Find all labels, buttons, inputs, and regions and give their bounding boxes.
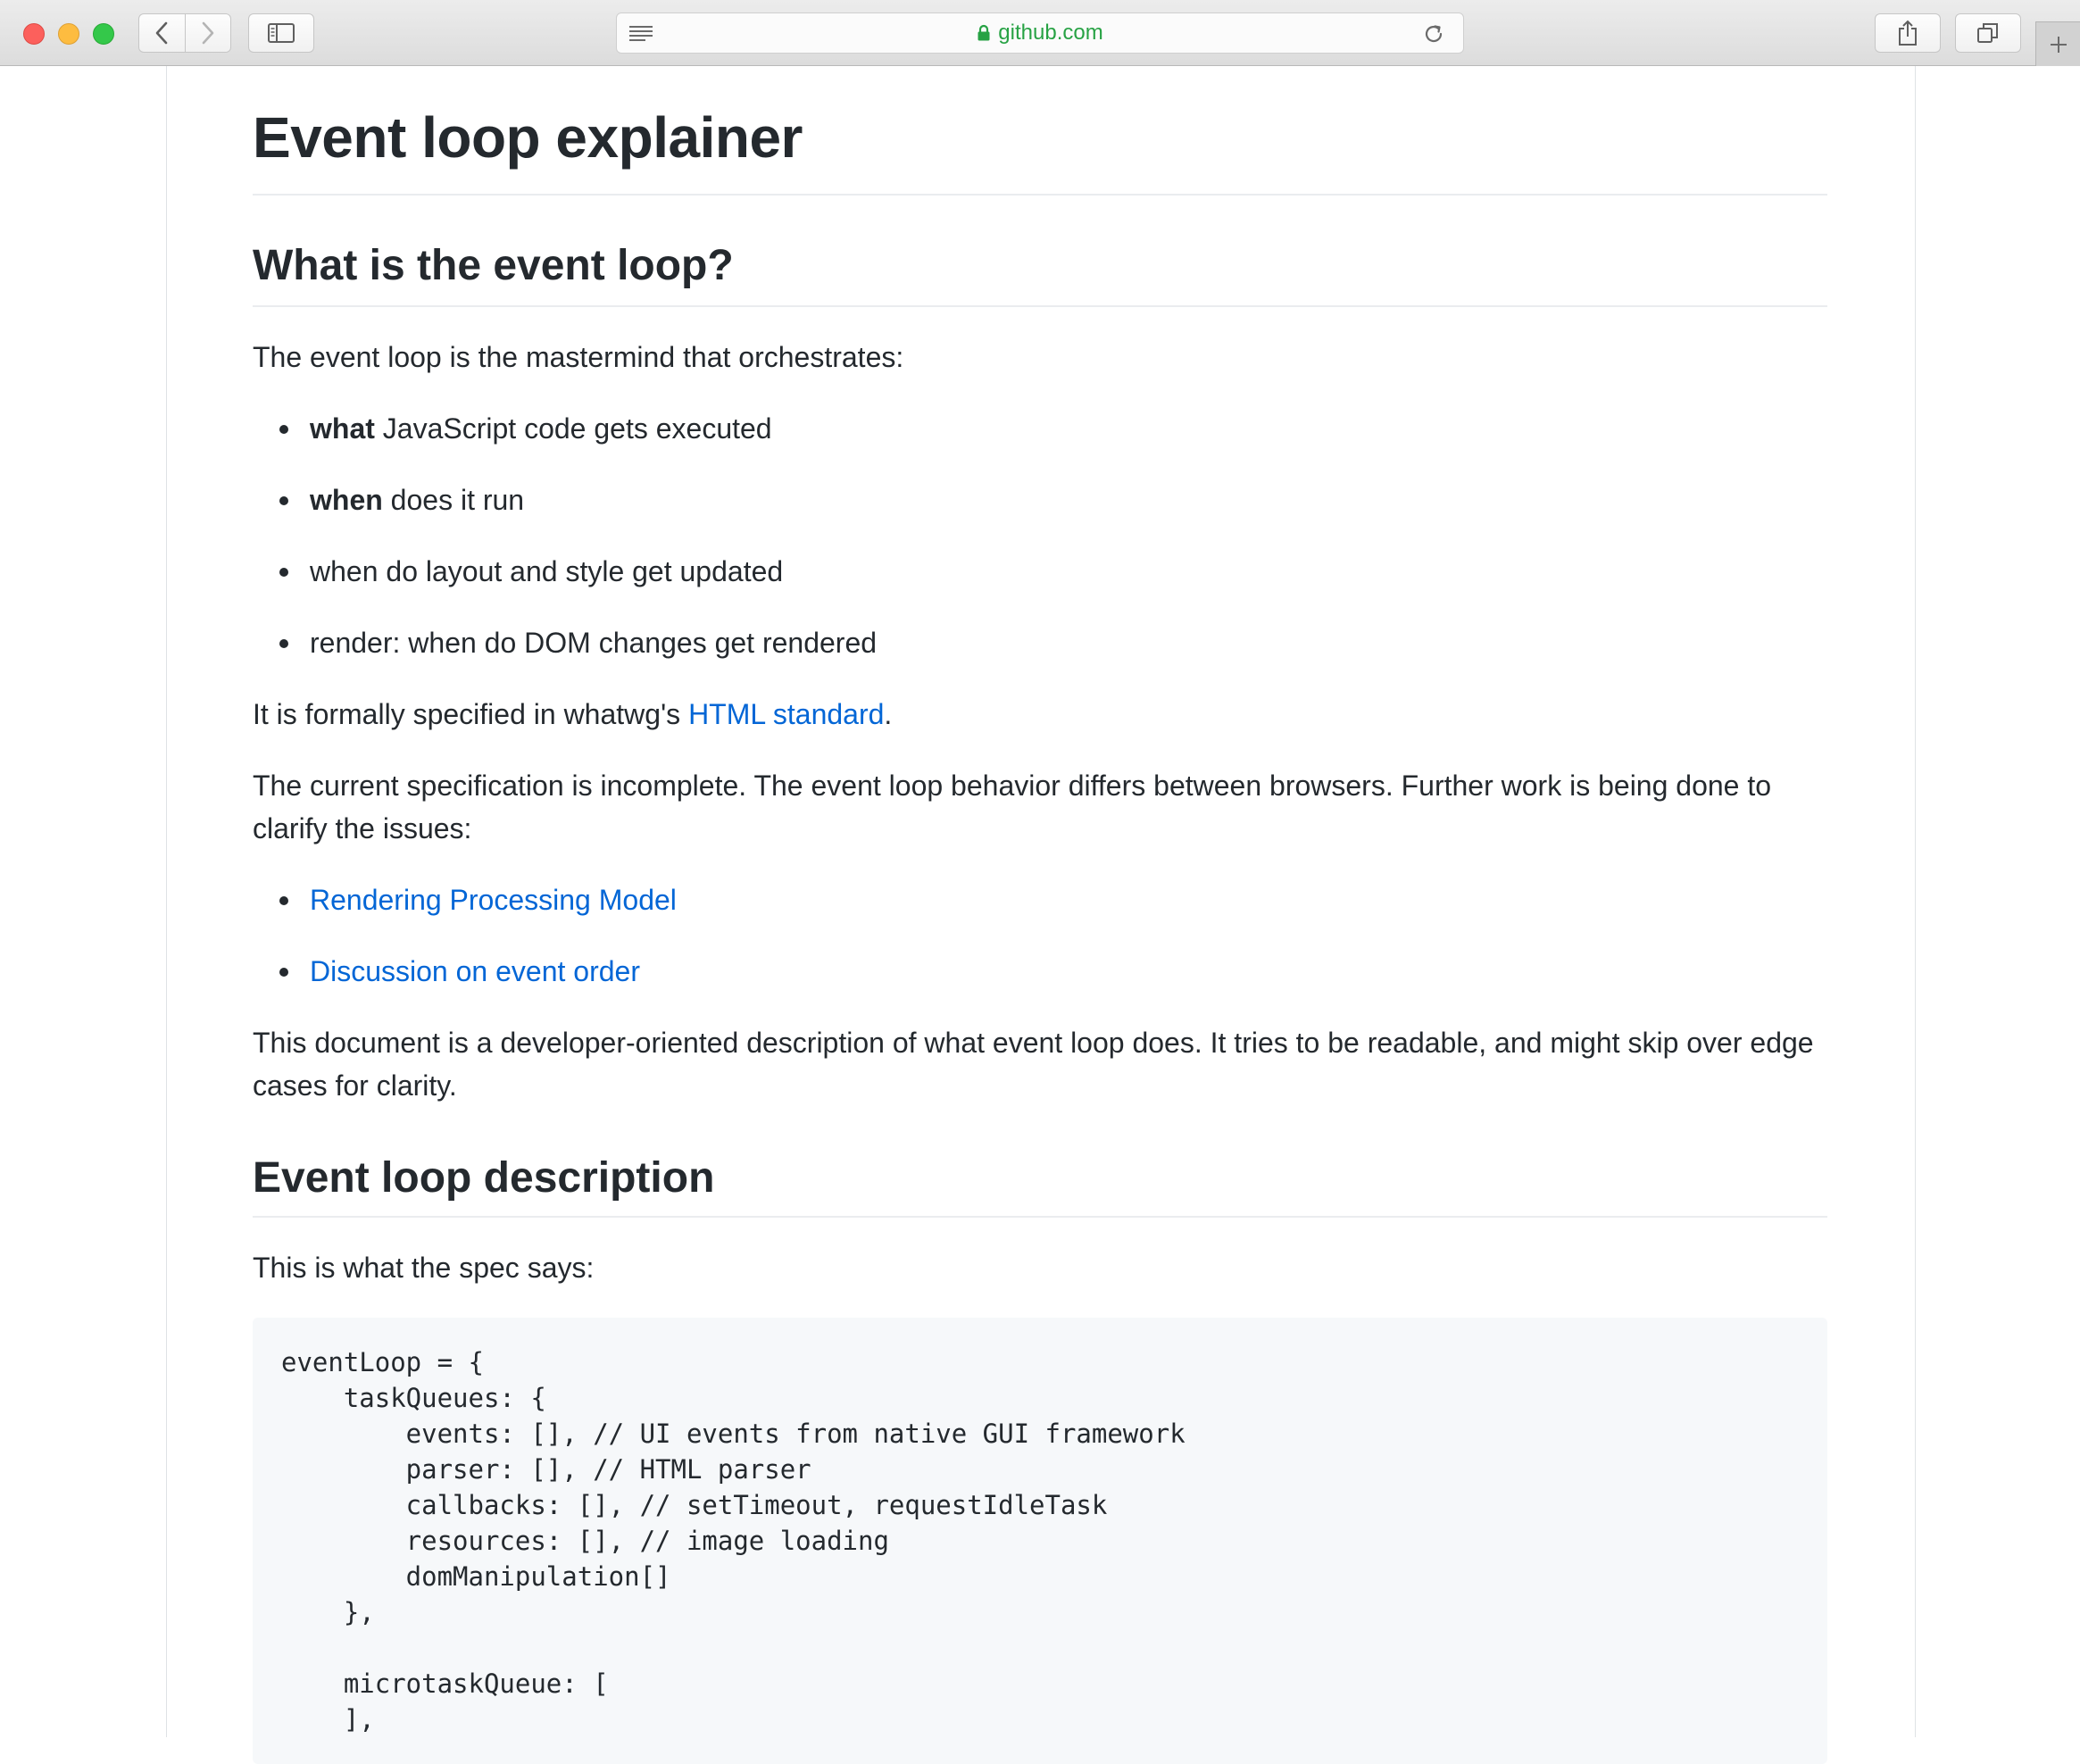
navigation-buttons (138, 13, 231, 53)
list-item: when does it run (310, 478, 524, 521)
minimize-window-button[interactable] (58, 23, 79, 45)
sidebar-button[interactable] (248, 13, 314, 53)
intro-paragraph: The event loop is the mastermind that orchestrates: (253, 341, 904, 373)
list-item: what JavaScript code gets executed (310, 407, 772, 450)
zoom-window-button[interactable] (93, 23, 114, 45)
page-viewport (0, 66, 2080, 1737)
list-item: render: when do DOM changes get rendered (310, 621, 877, 664)
html-standard-link[interactable]: HTML standard (688, 698, 885, 730)
share-icon (1897, 20, 1918, 46)
tab-overview-button[interactable] (1955, 13, 2021, 53)
code-content: eventLoop = { taskQueues: { events: [], // UI events from native GUI framework parser: [], // HTML parser callbacks: [], // setTimeout, requestIdleTask resources: [], // image loading domManipulation[] }, microtaskQueue: [ ], (281, 1347, 1186, 1735)
url-display (617, 13, 1463, 53)
chevron-left-icon (154, 21, 169, 45)
list-item (310, 878, 677, 921)
heading-event-loop-description: Event loop description (253, 1154, 715, 1202)
rendering-processing-model-link[interactable]: Rendering Processing Model (310, 884, 677, 916)
spec-says-paragraph: This is what the spec says: (253, 1252, 595, 1284)
chevron-right-icon (201, 21, 215, 45)
close-window-button[interactable] (23, 23, 45, 45)
list-item: when do layout and style get updated (310, 550, 783, 593)
forward-button[interactable] (185, 14, 231, 52)
description-paragraph: This document is a developer-oriented description of what event loop does. It tries to be readable, and might skip over edge cases for clarity. (253, 1027, 1814, 1102)
title-divider (253, 194, 1827, 196)
plus-icon (2048, 34, 2069, 55)
section2-divider (253, 1216, 1827, 1218)
browser-toolbar (0, 0, 2080, 66)
back-button[interactable] (139, 14, 185, 52)
spec-paragraph: It is formally specified in whatwg's HTML standard. (253, 698, 893, 730)
discussion-event-order-link[interactable]: Discussion on event order (310, 955, 640, 987)
address-bar[interactable] (616, 12, 1464, 54)
tabs-icon (1976, 21, 2000, 45)
new-tab-button[interactable] (2035, 21, 2080, 66)
section1-divider (253, 305, 1827, 307)
heading-what-is-event-loop: What is the event loop? (253, 242, 734, 289)
url-text: github.com (998, 21, 1103, 45)
page-title: Event loop explainer (253, 105, 803, 170)
incomplete-paragraph: The current specification is incomplete. The event loop behavior differs between browsers. Further work is being done to clarify the issues: (253, 770, 1772, 845)
reload-icon[interactable] (1422, 22, 1445, 50)
share-button[interactable] (1875, 13, 1941, 53)
code-block (253, 1318, 1827, 1764)
sidebar-icon (268, 23, 295, 43)
list-item (310, 950, 640, 993)
lock-icon (977, 24, 991, 42)
